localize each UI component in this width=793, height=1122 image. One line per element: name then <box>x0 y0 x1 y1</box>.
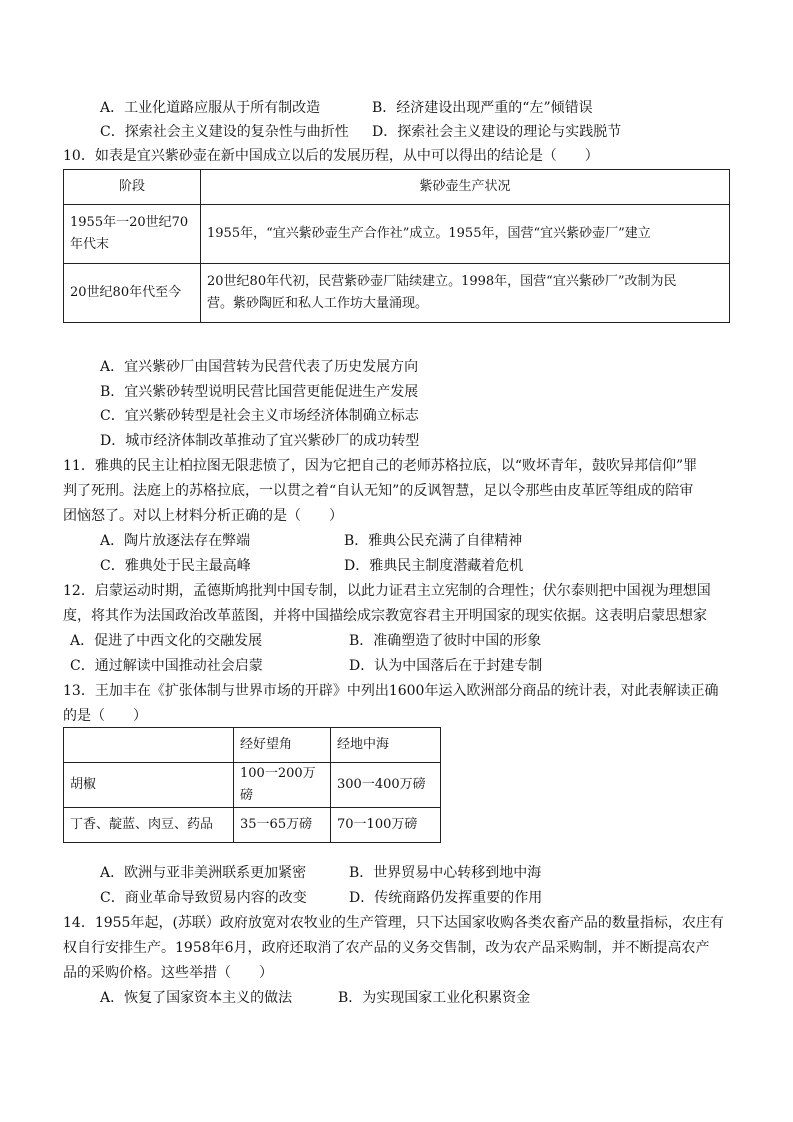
q13-stem-line2: 的是（ ） <box>63 708 147 724</box>
q12-stem-line2: 度，将其作为法国政治改革蓝图，并将中国描绘成宗教宽容君主开明国家的现实依据。这表明启蒙思想家 <box>63 608 707 624</box>
table-header-cell: 阶段 <box>64 170 201 205</box>
cell-line: 20世纪80年代初，民营紫砂壶厂陆续建立。1998年，国营“宜兴紫砂厂”改制为民 <box>207 274 677 289</box>
q14-stem-line1: 14．1955年起，(苏联）政府放宽对农牧业的生产管理，只下达国家收购各类农畜产品的数量指标，农庄有 <box>63 915 724 931</box>
q11-option-c: C．雅典处于民主最高峰 <box>100 558 251 574</box>
q12-option-d: D．认为中国落后在于封建专制 <box>349 658 543 674</box>
q13-table <box>63 727 441 843</box>
q9-option-a: A．工业化道路应服从于所有制改造 <box>100 100 321 116</box>
cell-line: 年代末 <box>70 237 110 252</box>
q9-option-c: C．探索社会主义建设的复杂性与曲折性 <box>100 124 349 140</box>
q14-stem-line2: 权自行安排生产。1958年6月，政府还取消了农产品的义务交售制，改为农产品采购制，并不断提高农产 <box>63 940 710 956</box>
q12-option-b: B．准确塑造了彼时中国的形象 <box>349 633 542 649</box>
q12-option-c: C．通过解读中国推动社会启蒙 <box>70 658 263 674</box>
table-cell-stage <box>64 205 201 264</box>
table-cell: 35一65万磅 <box>234 808 331 843</box>
table-header-cell: 紫砂壶生产状况 <box>201 170 730 205</box>
q14-stem-line3: 品的采购价格。这些举措（ ） <box>63 965 273 981</box>
table-header-cell <box>64 728 234 763</box>
table-cell: 胡椒 <box>64 763 234 808</box>
q13-option-a: A．欧洲与亚非美洲联系更加紧密 <box>100 865 307 881</box>
q13-option-b: B．世界贸易中心转移到地中海 <box>349 865 542 881</box>
table-row <box>64 763 441 808</box>
q9-option-b: B．经济建设出现严重的“左”倾错误 <box>372 100 593 116</box>
q13-option-d: D．传统商路仍发挥重要的作用 <box>349 890 543 906</box>
cell-line: 1955年，“宜兴紫砂壶生产合作社”成立。1955年，国营“宜兴紫砂壶厂”建立 <box>207 226 651 241</box>
table-cell: 100一200万磅 <box>234 763 331 808</box>
q11-stem-line2: 判了死刑。法庭上的苏格拉底，一以贯之着“自认无知”的反讽智慧，足以令那些由皮革匠等组成的陪审 <box>63 483 694 499</box>
table-row <box>64 205 730 264</box>
q10-table <box>63 169 730 323</box>
table-cell-stage <box>64 264 201 323</box>
table-row <box>64 808 441 843</box>
q13-stem-line1: 13．王加丰在《扩张体制与世界市场的开辟》中列出1600年运入欧洲部分商品的统计表，对此表解读正确 <box>63 683 719 699</box>
table-cell-status <box>201 264 730 323</box>
q11-stem-line3: 团恼怒了。对以上材料分析正确的是（ ） <box>63 508 343 524</box>
table-header-cell: 经地中海 <box>331 728 441 763</box>
q12-stem-line1: 12．启蒙运动时期，孟德斯鸠批判中国专制，以此力证君主立宪制的合理性；伏尔泰则把中国视为理想国 <box>63 583 711 599</box>
table-cell: 70一100万磅 <box>331 808 441 843</box>
q11-option-d: D．雅典民主制度潜藏着危机 <box>344 558 524 574</box>
q10-option-d: D．城市经济体制改革推动了宜兴紫砂厂的成功转型 <box>100 433 420 449</box>
q14-option-b: B．为实现国家工业化积累资金 <box>338 990 531 1006</box>
q12-option-a: A．促进了中西文化的交融发展 <box>70 633 263 649</box>
q10-stem: 10．如表是宜兴紫砂壶在新中国成立以后的发展历程，从中可以得出的结论是（ ） <box>63 148 599 164</box>
q13-option-c: C．商业革命导致贸易内容的改变 <box>100 890 307 906</box>
table-cell: 300一400万磅 <box>331 763 441 808</box>
q10-option-a: A．宜兴紫砂厂由国营转为民营代表了历史发展方向 <box>100 359 419 375</box>
q9-option-d: D．探索社会主义建设的理论与实践脱节 <box>372 124 622 140</box>
cell-line: 20世纪80年代至今 <box>70 285 182 300</box>
table-row <box>64 264 730 323</box>
table-cell: 丁香、靛蓝、肉豆、药品 <box>64 808 234 843</box>
table-header-cell: 经好望角 <box>234 728 331 763</box>
q11-option-b: B．雅典公民充满了自律精神 <box>344 533 523 549</box>
cell-line: 营。紫砂陶匠和私人工作坊大量涌现。 <box>207 296 429 311</box>
q10-option-b: B．宜兴紫砂转型说明民营比国营更能促进生产发展 <box>100 384 419 400</box>
q14-option-a: A．恢复了国家资本主义的做法 <box>100 990 293 1006</box>
cell-line: 1955年一20世纪70 <box>70 215 189 230</box>
q11-stem-line1: 11．雅典的民主让柏拉图无限悲愤了，因为它把自己的老师苏格拉底，以“败坏青年，鼓吹异邦信仰”罪 <box>63 458 698 474</box>
q11-option-a: A．陶片放逐法存在弊端 <box>100 533 251 549</box>
q10-option-c: C．宜兴紫砂转型是社会主义市场经济体制确立标志 <box>100 408 419 424</box>
table-header-row <box>64 728 441 763</box>
table-cell-status <box>201 205 730 264</box>
table-header-row <box>64 170 730 205</box>
